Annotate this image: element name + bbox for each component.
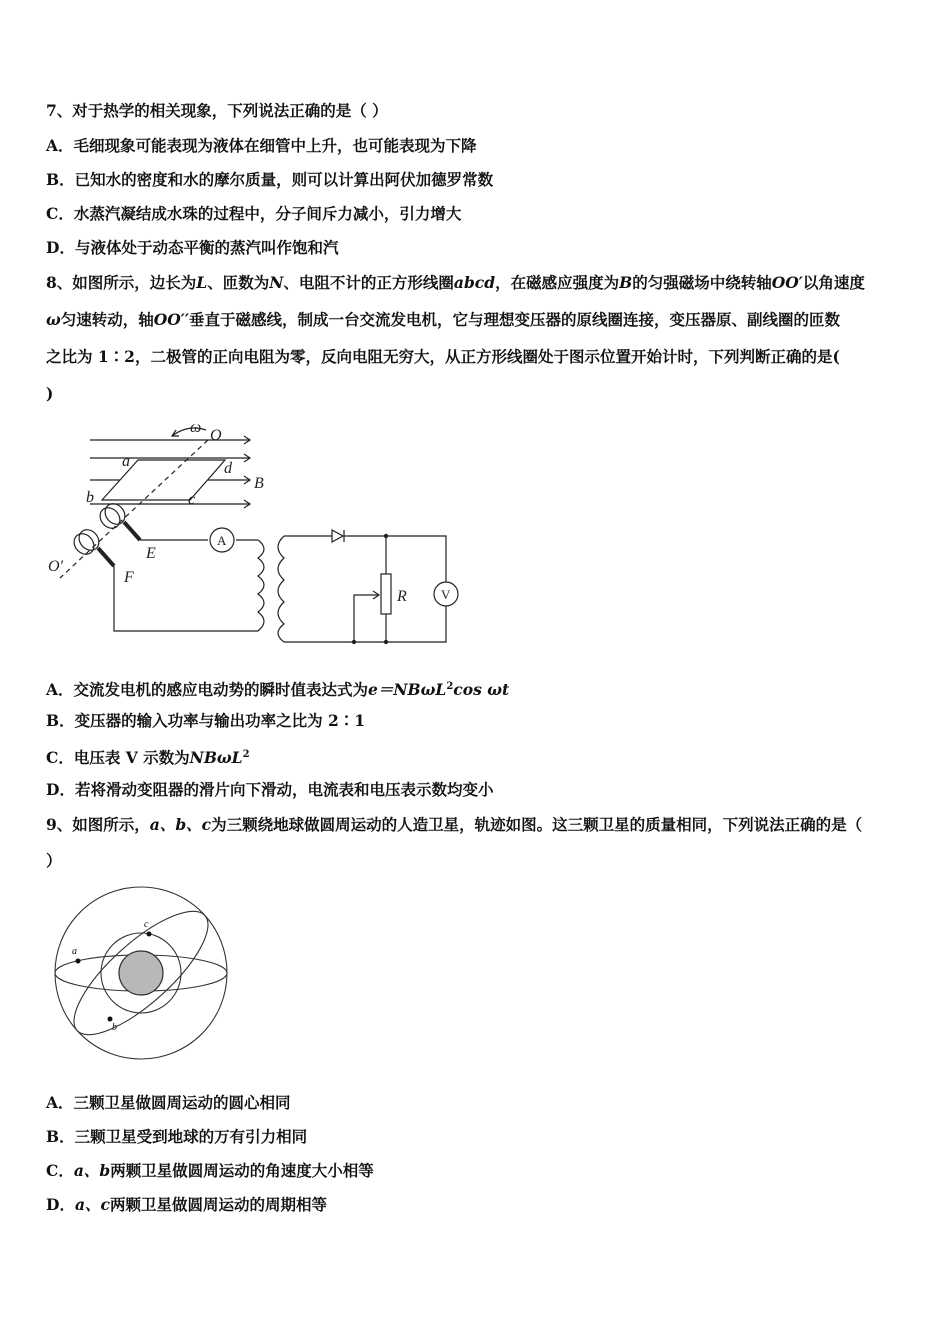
slip-ring-2 [70, 530, 98, 558]
q8-option-c: C．电压表 V 示数为NBωL$^2$ [46, 748, 250, 768]
primary-coil [258, 540, 264, 631]
label-b: b [86, 489, 94, 506]
q8-option-b: B．变压器的输入功率与输出功率之比为 2∶1 [46, 711, 366, 730]
label-sat-c: c [144, 919, 149, 930]
earth [119, 951, 163, 995]
label-omega: ω [190, 419, 202, 436]
primary-wire-bottom [114, 566, 258, 631]
q9-stem-line1: 9、如图所示，a、b、c为三颗绕地球做圆周运动的人造卫星，轨迹如图。这三颗卫星的质量相同，下列说法正确的是（ [46, 815, 863, 834]
voltmeter-label: V [441, 587, 451, 602]
q9-option-b: B．三颗卫星受到地球的万有引力相同 [46, 1127, 308, 1146]
q8-circuit-figure [40, 418, 460, 650]
q9-option-d: D．a、c两颗卫星做圆周运动的周期相等 [46, 1195, 327, 1214]
q8-stem-line2: ω匀速转动，轴OO′′垂直于磁感线，制成一台交流发电机，它与理想变压器的原线圈连接，变压器原、副线圈的匝数 [46, 310, 840, 329]
satellite-a [76, 959, 81, 964]
q8-stem-line1: 8、如图所示，边长为L、匝数为N、电阻不计的正方形线圈abcd，在磁感应强度为B的匀强磁场中绕转轴OO′以角速度 [46, 273, 865, 292]
slip-ring-1 [96, 504, 124, 532]
satellite-c [147, 932, 152, 937]
brush-f [98, 548, 114, 566]
label-c: c [188, 491, 196, 508]
q7-option-c: C．水蒸汽凝结成水珠的过程中，分子间斥力减小，引力增大 [46, 204, 462, 223]
label-e: E [146, 545, 156, 562]
q9-option-a: A．三颗卫星做圆周运动的圆心相同 [46, 1093, 291, 1112]
label-sat-b: b [112, 1022, 117, 1033]
label-d: d [224, 460, 232, 477]
q8-option-a: A．交流发电机的感应电动势的瞬时值表达式为e＝NBωL$^2$cos ωt [46, 680, 510, 700]
rheostat-slider [354, 595, 378, 642]
ammeter-label: A [217, 533, 227, 548]
q8-option-d: D．若将滑动变阻器的滑片向下滑动，电流表和电压表示数均变小 [46, 780, 494, 799]
label-r: R [397, 588, 407, 605]
q8-stem-line4: ) [46, 384, 54, 403]
q7-stem: 7、对于热学的相关现象，下列说法正确的是（ ） [46, 101, 388, 120]
q9-stem-line2: ） [46, 851, 62, 870]
q7-option-b: B．已知水的密度和水的摩尔质量，则可以计算出阿伏加德罗常数 [46, 170, 494, 189]
label-o-prime: O′ [48, 558, 64, 575]
satellite-b [108, 1017, 113, 1022]
label-sat-a: a [72, 946, 77, 957]
rheostat [381, 574, 391, 614]
label-b-field: B [254, 475, 264, 492]
q9-orbit-figure [50, 884, 234, 1062]
q7-option-d: D．与液体处于动态平衡的蒸汽叫作饱和汽 [46, 238, 339, 257]
square-coil [102, 460, 225, 500]
secondary-coil [278, 536, 284, 642]
rotation-axis [60, 440, 208, 578]
brush-e [124, 522, 140, 540]
label-a: a [122, 453, 130, 470]
label-o: O [210, 427, 222, 444]
diode [332, 530, 343, 542]
label-f: F [124, 569, 134, 586]
q8-stem-line3: 之比为 1∶2，二极管的正向电阻为零，反向电阻无穷大，从正方形线圈处于图示位置开始计时，下列判断正确的是( [46, 347, 840, 366]
q9-option-c: C．a、b两颗卫星做圆周运动的角速度大小相等 [46, 1161, 374, 1180]
q7-option-a: A．毛细现象可能表现为液体在细管中上升，也可能表现为下降 [46, 136, 477, 155]
